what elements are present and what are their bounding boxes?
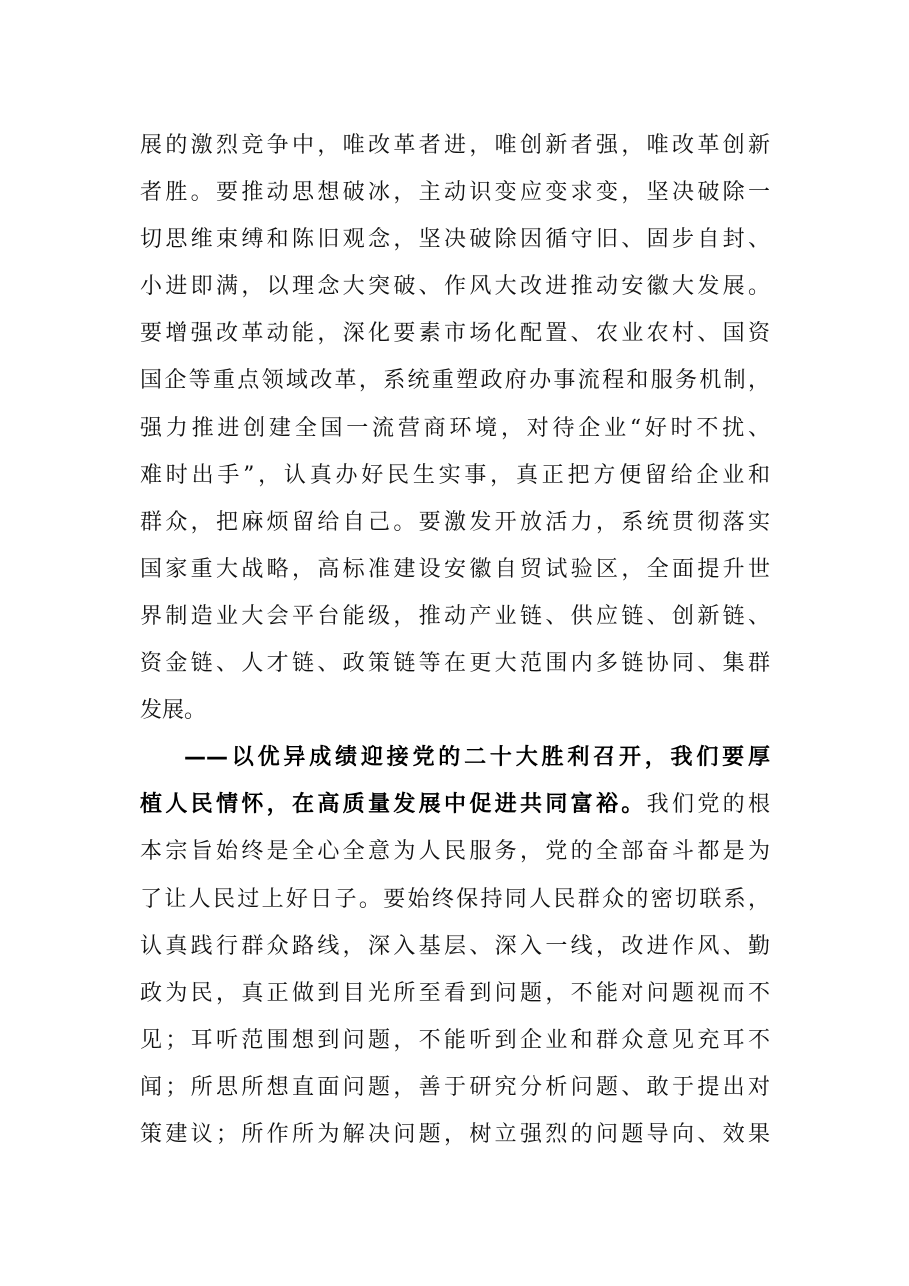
text-line: 难时出手”，认真办好民生实事，真正把方便留给企业和 (140, 462, 770, 488)
text-line: 界制造业大会平台能级，推动产业链、供应链、创新链、 (140, 603, 770, 629)
paragraph-reform (140, 122, 770, 734)
document-body (140, 122, 770, 1158)
text-line: 要增强改革动能，深化要素市场化配置、农业农村、国资 (140, 321, 770, 347)
section-heading-text: 植人民情怀，在高质量发展中促进共同富裕。 (140, 792, 647, 818)
text-line: 小进即满，以理念大突破、作风大改进推动安徽大发展。 (140, 274, 770, 300)
text-line: 认真践行群众路线，深入基层、深入一线，改进作风、勤 (140, 933, 770, 959)
text-span: 我们党的根 (646, 792, 770, 818)
text-line: 群众，把麻烦留给自己。要激发开放活力，系统贯彻落实 (140, 509, 770, 535)
text-line: 资金链、人才链、政策链等在更大范围内多链协同、集群 (140, 651, 770, 677)
text-line: 国家重大战略，高标准建设安徽自贸试验区，全面提升世 (140, 556, 770, 582)
text-line: 见；耳听范围想到问题，不能听到企业和群众意见充耳不 (140, 1027, 770, 1053)
text-line: 国企等重点领域改革，系统重塑政府办事流程和服务机制， (140, 368, 770, 394)
section-heading-line: ——以优异成绩迎接党的二十大胜利召开，我们要厚 (184, 745, 770, 771)
text-line: 展的激烈竞争中，唯改革者进，唯创新者强，唯改革创新 (140, 133, 770, 158)
section-heading-line-mixed (140, 781, 770, 828)
text-line: 切思维束缚和陈旧观念，坚决破除因循守旧、固步自封、 (140, 227, 770, 253)
text-line: 闻；所思所想直面问题，善于研究分析问题、敢于提出对 (140, 1074, 770, 1100)
text-line: 政为民，真正做到目光所至看到问题，不能对问题视而不 (140, 980, 770, 1006)
text-line: 者胜。要推动思想破冰，主动识变应变求变，坚决破除一 (140, 180, 770, 206)
text-line: 了让人民过上好日子。要始终保持同人民群众的密切联系， (140, 886, 770, 912)
paragraph-common-prosperity (140, 734, 770, 1158)
text-line: 策建议；所作所为解决问题，树立强烈的问题导向、效果 (140, 1121, 770, 1147)
text-line: 发展。 (140, 698, 207, 724)
text-line: 本宗旨始终是全心全意为人民服务，党的全部奋斗都是为 (140, 839, 770, 865)
text-line: 强力推进创建全国一流营商环境，对待企业“好时不扰、 (140, 415, 770, 441)
